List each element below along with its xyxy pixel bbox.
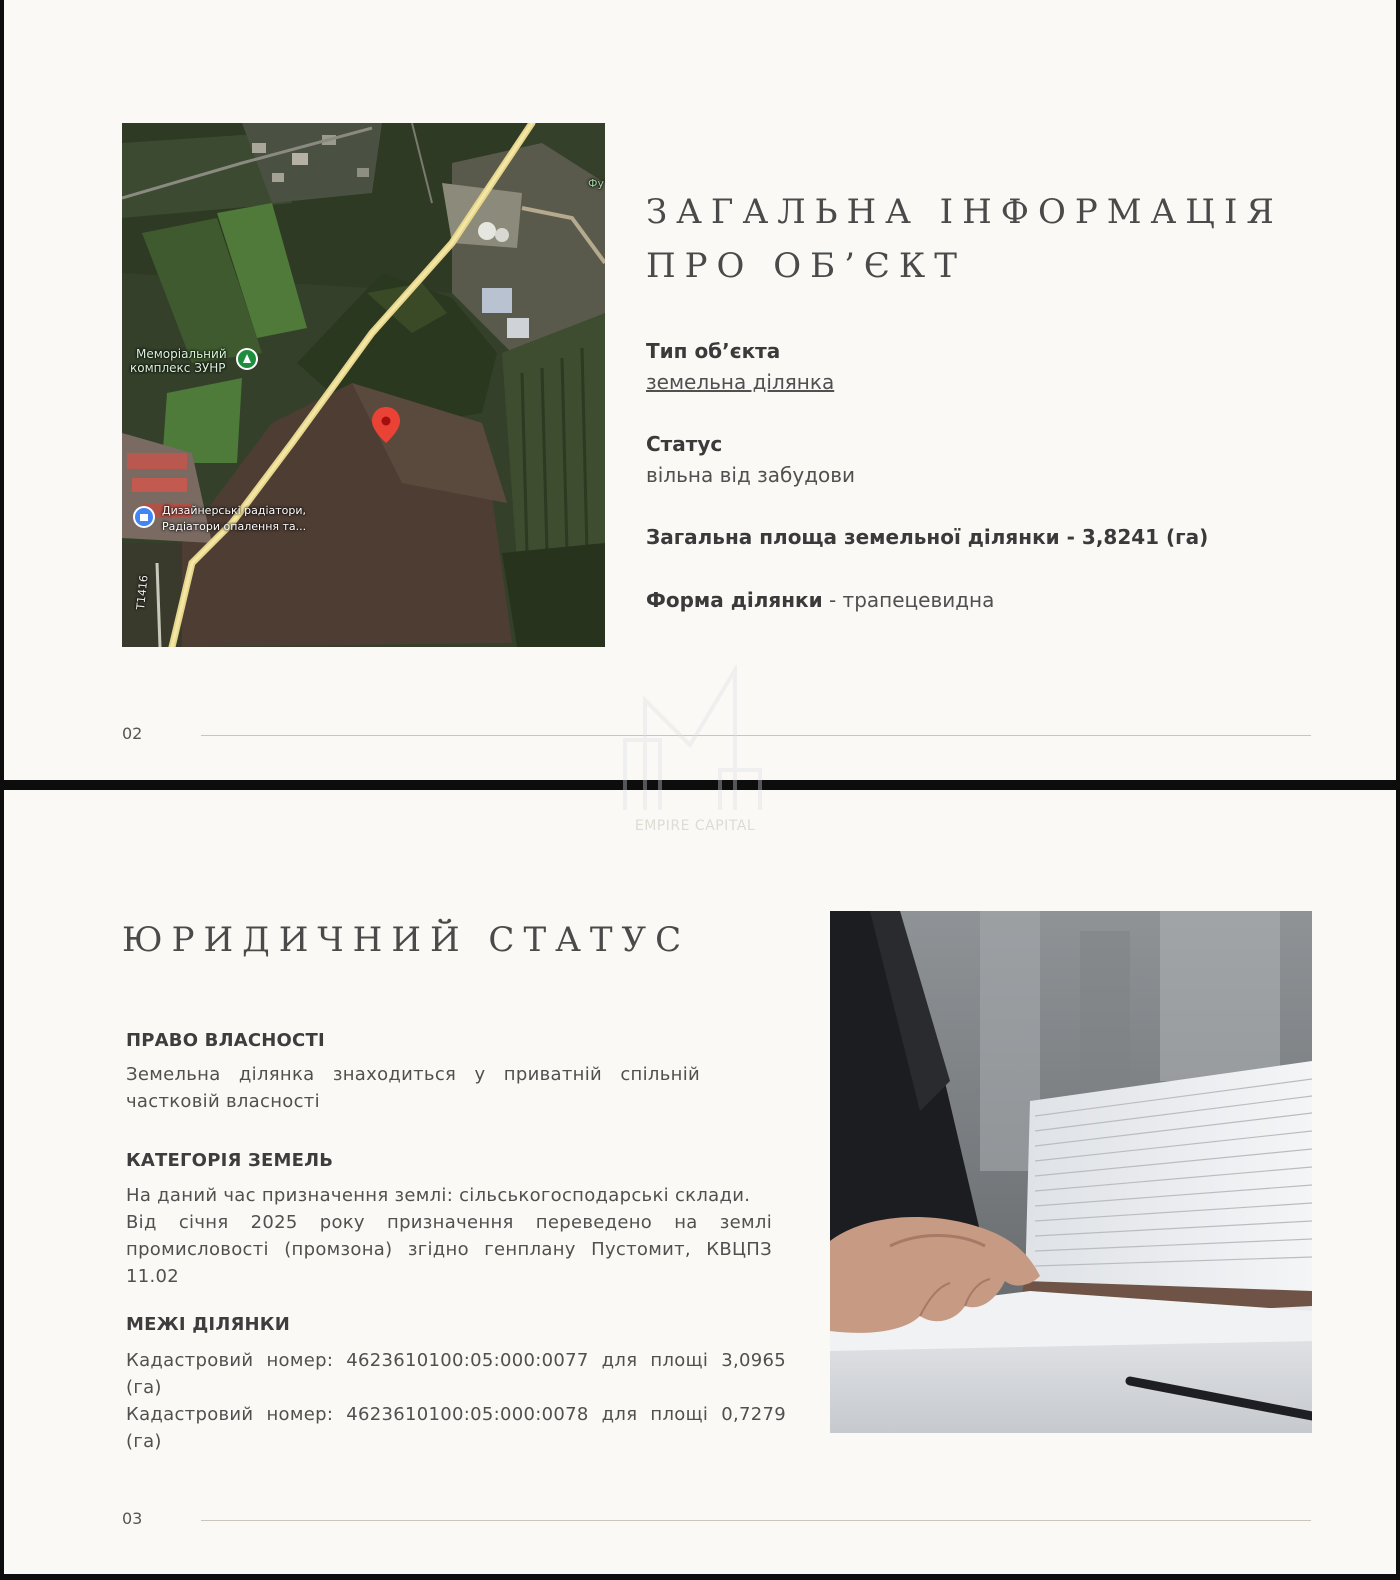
status-label: Статус — [646, 432, 723, 456]
category-line-3: промисловості (промзона) згідно генплану Пустомит, КВЦПЗ 11.02 — [126, 1239, 772, 1287]
cadastre-line-2: Кадастровий номер: 4623610100:05:000:0078 для площі 0,7279 (га) — [126, 1404, 786, 1452]
ownership-line-1: Земельна ділянка знаходиться у приватній спільній — [126, 1064, 700, 1085]
ownership-text — [126, 1061, 700, 1115]
ownership-line-2: частковій власності — [126, 1091, 320, 1112]
map-edge-label: Фу — [588, 177, 604, 190]
map-poi-radiators-line1: Дизайнерські радіатори, — [162, 504, 307, 517]
category-line-1: На даний час призначення землі: сільськогосподарські склади. — [126, 1185, 751, 1206]
page-title-general-info — [646, 185, 1283, 293]
total-area: Загальна площа земельної ділянки - 3,8241 (га) — [646, 525, 1209, 549]
page-title-legal-status: ЮРИДИЧНИЙ СТАТУС — [122, 920, 691, 960]
status-value: вільна від забудови — [646, 463, 856, 487]
ownership-heading: ПРАВО ВЛАСНОСТІ — [126, 1030, 325, 1051]
map-poi-radiators-line2: Радіатори опалення та... — [162, 520, 307, 533]
page-number-2: 03 — [122, 1509, 143, 1528]
plot-shape-label: Форма ділянки — [646, 588, 823, 612]
cadastre-text — [126, 1347, 786, 1455]
boundaries-heading: МЕЖІ ДІЛЯНКИ — [126, 1314, 290, 1335]
documents-photo-image — [830, 911, 1312, 1433]
plot-shape-value: - трапецевидна — [822, 588, 995, 612]
object-type-value[interactable]: земельна ділянка — [646, 370, 835, 394]
slide-legal-status — [4, 790, 1396, 1574]
footer-divider-2 — [201, 1520, 1311, 1521]
watermark-text: EMPIRE CAPITAL — [634, 818, 756, 834]
map-poi-memorial-line2: комплекс ЗУНР — [130, 361, 226, 375]
slide-general-info — [4, 0, 1396, 780]
title-line-2: ПРО ОБ’ЄКТ — [646, 246, 966, 286]
category-text — [126, 1182, 772, 1290]
title-line-1: ЗАГАЛЬНА ІНФОРМАЦІЯ — [646, 192, 1283, 232]
category-heading: КАТЕГОРІЯ ЗЕМЕЛЬ — [126, 1150, 334, 1171]
category-line-2: Від січня 2025 року призначення переведено на землі — [126, 1212, 772, 1233]
object-type-label: Тип об’єкта — [646, 339, 781, 363]
map-imagery — [122, 123, 605, 647]
plot-shape — [646, 588, 994, 612]
page-number: 02 — [122, 724, 143, 743]
map-poi-memorial-line1: Меморіальний — [136, 347, 227, 361]
map-road-label: Т1416 — [134, 574, 151, 611]
documents-photo — [830, 911, 1312, 1433]
empire-capital-logo-watermark — [620, 665, 770, 840]
cadastre-line-1: Кадастровий номер: 4623610100:05:000:0077 для площі 3,0965 (га) — [126, 1350, 786, 1398]
satellite-map[interactable] — [122, 123, 605, 647]
